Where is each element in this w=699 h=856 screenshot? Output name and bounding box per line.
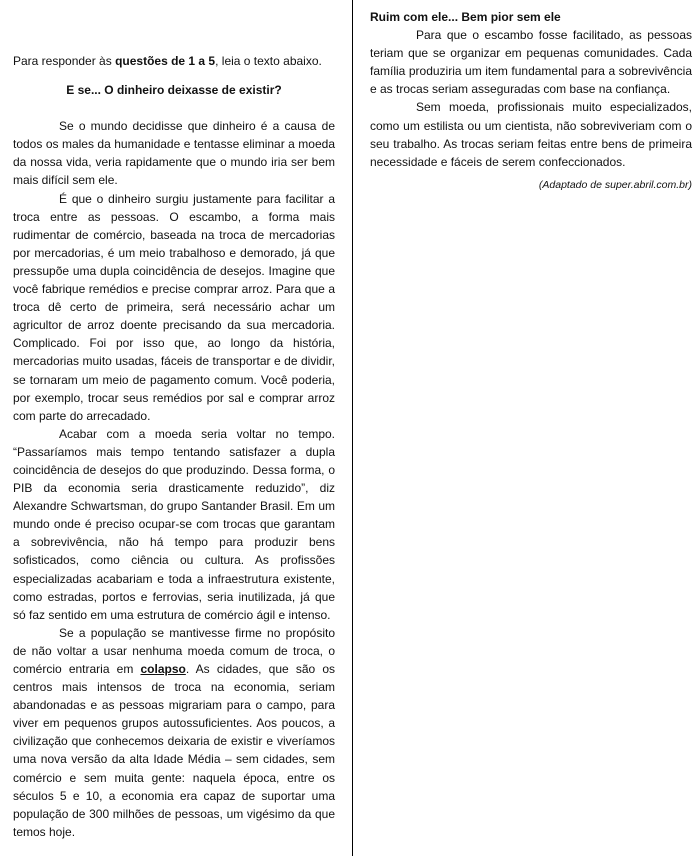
highlighted-word: colapso <box>140 662 186 676</box>
source-citation: (Adaptado de super.abril.com.br) <box>538 178 692 191</box>
right-column <box>370 0 692 194</box>
column-divider <box>352 0 353 856</box>
paragraph-4-start: Se a população se mantivesse firme no propósito de não voltar a usar nenhuma moeda comum de troca, o comércio entraria em <box>13 625 335 676</box>
questions-range: questões de 1 a 5 <box>115 54 216 68</box>
paragraph-2: É que o dinheiro surgiu justamente para facilitar a troca entre as pessoas. O escambo, a forma mais rudimentar de comércio, baseada na troca de mercadorias por mercadorias, é um meio trabalhoso e demorado, já que pressupõe uma dupla coincidência de desejos. Imagine que você fabrique remédios e precise comprar arroz. Para que a troca dê certo de primeira, será necessário achar um agricultor de arroz doente precisando da sua mercadoria. Complicado. Foi por isso que, ao longo da história, mercadorias muito usadas, fáceis de transportar e de dividir, se tornaram um meio de pagamento comum. Você poderia, por exemplo, trocar seus remédios por sal e comprar arroz com parte do arrecadado. <box>13 191 335 423</box>
paragraph-4-end: . As cidades, que são os centros mais intensos de troca na economia, seriam abandonadas e as pessoas migrariam para o campo, para viver em pequenos grupos autossuficientes. Aos poucos, a civilização que conhecemos deixaria de existir e viveríamos uma nova versão da alta Idade Média – sem cidades, sem comércio e sem muita gente: naquela época, entre os séculos 5 e 10, a economia era capaz de suportar uma população de 300 milhões de pessoas, um vigésimo da que temos hoje. <box>13 662 335 839</box>
box-paragraph-2: Sem moeda, profissionais muito especializados, como um estilista ou um cientista, não sobreviveriam com o seu trabalho. As trocas seriam feitas entre bens de primeira necessidade e fáceis de serem confeccionados. <box>370 100 692 169</box>
left-column <box>13 0 335 841</box>
article-title: E se... O dinheiro deixasse de existir? <box>66 83 282 98</box>
box-title: Ruim com ele... Bem pior sem ele <box>370 10 561 24</box>
instruction-text <box>13 52 335 70</box>
instruction-text-start: Para responder às <box>13 54 116 68</box>
paragraph-1: Se o mundo decidisse que dinheiro é a causa de todos os males da humanidade e tentasse eliminar a moeda da nossa vida, veria rapidamente que o mundo iria ser bem mais difícil sem ele. <box>13 119 335 188</box>
instruction-text-end: , leia o texto abaixo. <box>215 54 322 68</box>
paragraph-4 <box>13 624 335 841</box>
box-paragraph-1: Para que o escambo fosse facilitado, as pessoas teriam que se organizar em pequenas comunidades. Cada família produziria um item fundamental para a sobrevivência e as trocas seriam asseguradas com base na confiança. <box>370 28 692 97</box>
paragraph-3: Acabar com a moeda seria voltar no tempo. “Passaríamos mais tempo tentando satisfazer a dupla coincidência de desejos do que produzindo. Dessa forma, o PIB da economia seria drasticamente reduzido”, diz Alexandre Schwartsman, do grupo Santander Brasil. Em um mundo onde é preciso ocupar-se com trocas que garantam a sobrevivência, não há tempo para produzir bens sofisticados, como ciência ou cultura. As profissões especializadas acabariam e toda a infraestrutura existente, como estradas, portos e ferrovias, seria inutilizada, já que só faz sentido em uma estrutura de comércio ágil e intenso. <box>13 426 335 622</box>
